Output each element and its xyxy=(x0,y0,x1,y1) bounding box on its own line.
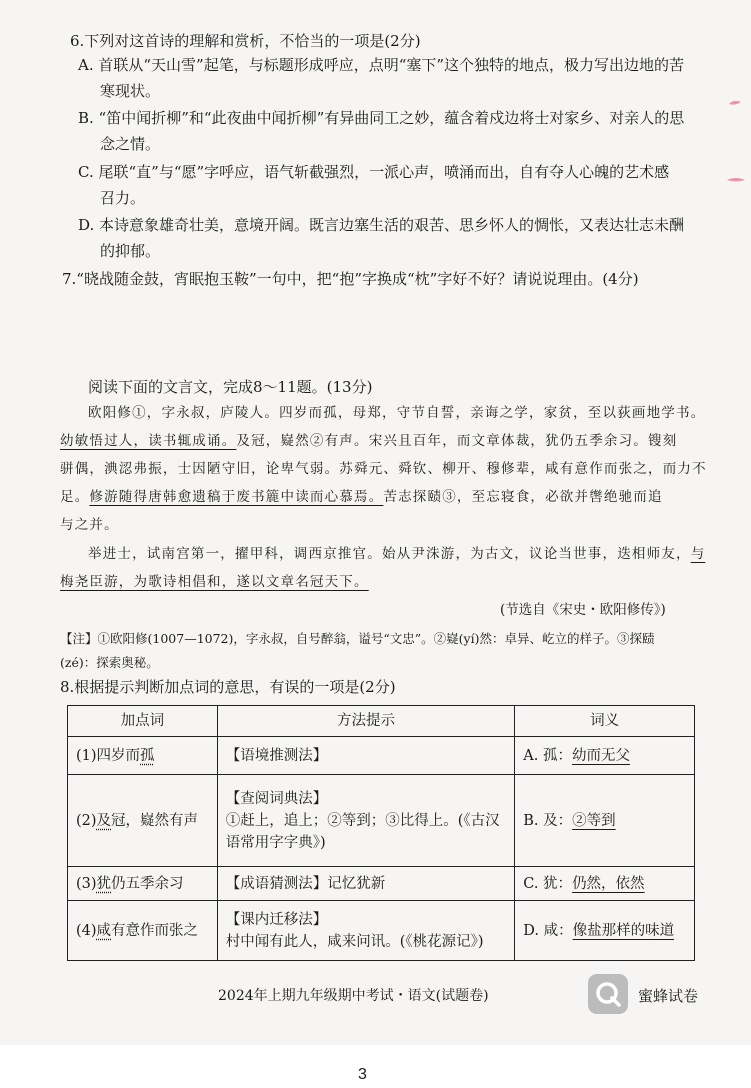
ink-mark-icon xyxy=(728,98,742,108)
passage-p1-line1: 欧阳修①，字永叔，庐陵人。四岁而孤，母郑，守节自誓，亲诲之学，家贫，至以荻画地学书。 xyxy=(88,405,706,421)
q6-option-b-line1: B. “笛中闻折柳”和“此夜曲中闻折柳”有异曲同工之妙，蕴含着戍边将士对家乡、对亲人的思 xyxy=(78,109,685,127)
method-tag: 【查阅词典法】 xyxy=(225,790,328,807)
dotted-word-cell xyxy=(68,775,218,867)
header-method: 方法提示 xyxy=(217,706,514,737)
table-row xyxy=(68,737,695,775)
passage-source: (节选自《宋史・欧阳修传》) xyxy=(500,602,666,618)
underlined-sentence-3a: 与 xyxy=(690,546,706,562)
passage-p1-line5: 与之并。 xyxy=(60,517,119,533)
method-body: 记忆犹新 xyxy=(327,875,386,892)
dotted-word-cell xyxy=(68,867,218,901)
passage-text: 足。 xyxy=(60,489,90,505)
dotted-char: 咸 xyxy=(96,922,112,939)
q8-stem: 8.根据提示判断加点词的意思，有误的一项是(2分) xyxy=(60,678,396,696)
meaning-label: A. 孤： xyxy=(523,747,572,764)
q6-option-d-line2: 的抑郁。 xyxy=(100,242,161,260)
meaning-value: 仍然，依然 xyxy=(572,875,645,892)
meaning-value: ②等到 xyxy=(572,812,616,829)
meaning-label: C. 犹： xyxy=(523,875,573,892)
underlined-sentence-2: 修游随得唐韩愈遗稿于废书簏中读而心慕焉。 xyxy=(89,489,384,505)
word-text: (4) xyxy=(76,922,97,939)
meaning-value: 像盐那样的味道 xyxy=(572,922,675,939)
ink-mark-icon xyxy=(726,176,746,184)
meaning-cell xyxy=(515,901,695,961)
watermark-text: 蜜蜂试卷 xyxy=(638,987,699,1005)
dotted-char: 及 xyxy=(96,812,112,829)
table-row xyxy=(68,901,695,961)
table-row xyxy=(68,867,695,901)
word-text: 仍五季余习 xyxy=(111,875,184,892)
method-body: ①赶上，追上；②等到；③比得上。(《古汉语常用字字典》) xyxy=(225,812,500,851)
header-word: 加点词 xyxy=(68,706,218,737)
word-text: (1)四岁而 xyxy=(76,747,141,764)
passage-p1-line2 xyxy=(60,430,677,452)
method-tag: 【成语猜测法】 xyxy=(225,875,328,892)
q6-option-a-line2: 寒现状。 xyxy=(100,82,161,100)
q6-option-d-line1: D. 本诗意象雄奇壮美，意境开阔。既言边塞生活的艰苦、思乡怀人的惆怅，又表达壮志未酬 xyxy=(78,216,685,234)
header-meaning: 词义 xyxy=(515,706,695,737)
meaning-value: 幼而无父 xyxy=(571,747,630,764)
dotted-char: 孤 xyxy=(140,747,155,764)
meaning-label: B. 及： xyxy=(523,812,573,829)
word-text: 有意作而张之 xyxy=(111,922,199,939)
method-cell xyxy=(217,901,514,961)
dotted-word-cell xyxy=(68,901,218,961)
q-logo-glyph xyxy=(594,980,622,1008)
method-cell xyxy=(217,737,514,775)
method-cell xyxy=(217,775,514,867)
page-number: 3 xyxy=(358,1066,367,1083)
method-cell xyxy=(217,867,514,901)
q6-option-a-line1: A. 首联从“天山雪”起笔，与标题形成呼应，点明“塞下”这个独特的地点，极力写出边地的苦 xyxy=(78,56,685,74)
meaning-cell xyxy=(515,775,695,867)
meaning-label: D. 咸： xyxy=(523,922,573,939)
method-tag: 【语境推测法】 xyxy=(225,747,328,764)
q6-option-c-line2: 召力。 xyxy=(100,189,146,207)
word-text: (3) xyxy=(76,875,97,892)
q8-table-header xyxy=(68,706,695,737)
q6-option-c-line1: C. 尾联“直”与“愿”字呼应，语气斩截强烈，一派心声，喷涌而出，自有夺人心魄的艺术感 xyxy=(78,163,670,181)
q6-stem: 6.下列对这首诗的理解和赏析，不恰当的一项是(2分) xyxy=(70,32,421,50)
underlined-sentence-1: 幼敏悟过人，读书辄成诵。 xyxy=(60,433,237,449)
exam-footer: 2024年上期九年级期中考试・语文(试题卷) xyxy=(218,988,489,1004)
method-tag: 【课内迁移法】 xyxy=(225,911,328,928)
passage-p2-line1 xyxy=(88,543,705,565)
passage-text: 举进士，试南宫第一，擢甲科，调西京推官。始从尹洙游，为古文，议论当世事，迭相师友， xyxy=(88,546,691,562)
q7-stem: 7.“晓战随金鼓，宵眠抱玉鞍”一句中，把“抱”字换成“枕”字好不好？请说说理由。(4分) xyxy=(62,270,639,288)
reading-intro: 阅读下面的文言文，完成8～11题。(13分) xyxy=(88,378,373,396)
table-row xyxy=(68,775,695,867)
passage-note-line2: (zé)：探索奥秘。 xyxy=(60,655,159,670)
word-text: 冠，嶷然有声 xyxy=(111,812,199,829)
dotted-word-cell xyxy=(68,737,218,775)
passage-text: 及冠，嶷然②有声。宋兴且百年，而文章体裁，犹仍五季余习。锼刻 xyxy=(236,433,678,449)
meaning-cell xyxy=(515,867,695,901)
passage-p1-line3: 骈偶，淟涊弗振，士因陋守旧，论卑气弱。苏舜元、舜钦、柳开、穆修辈，咸有意作而张之，而力不 xyxy=(60,461,707,477)
passage-note-line1: 【注】①欧阳修(1007—1072)，字永叔，自号醉翁，谥号“文忠”。②嶷(yí)然：卓异、屹立的样子。③探赜 xyxy=(60,631,655,646)
q6-option-b-line2: 念之情。 xyxy=(100,135,161,153)
underlined-sentence-3b: 梅尧臣游，为歌诗相倡和，遂以文章名冠天下。 xyxy=(60,574,369,590)
q-logo-icon xyxy=(588,974,628,1014)
q8-table xyxy=(67,705,695,961)
passage-text: 苦志探赜③，至忘寝食，必欲并辔绝驰而追 xyxy=(383,489,663,505)
meaning-cell xyxy=(515,737,695,775)
word-text: (2) xyxy=(76,812,97,829)
method-body: 村中闻有此人，咸来问讯。(《桃花源记》) xyxy=(225,933,484,950)
passage-p1-line4 xyxy=(60,486,663,508)
dotted-char: 犹 xyxy=(96,875,112,892)
